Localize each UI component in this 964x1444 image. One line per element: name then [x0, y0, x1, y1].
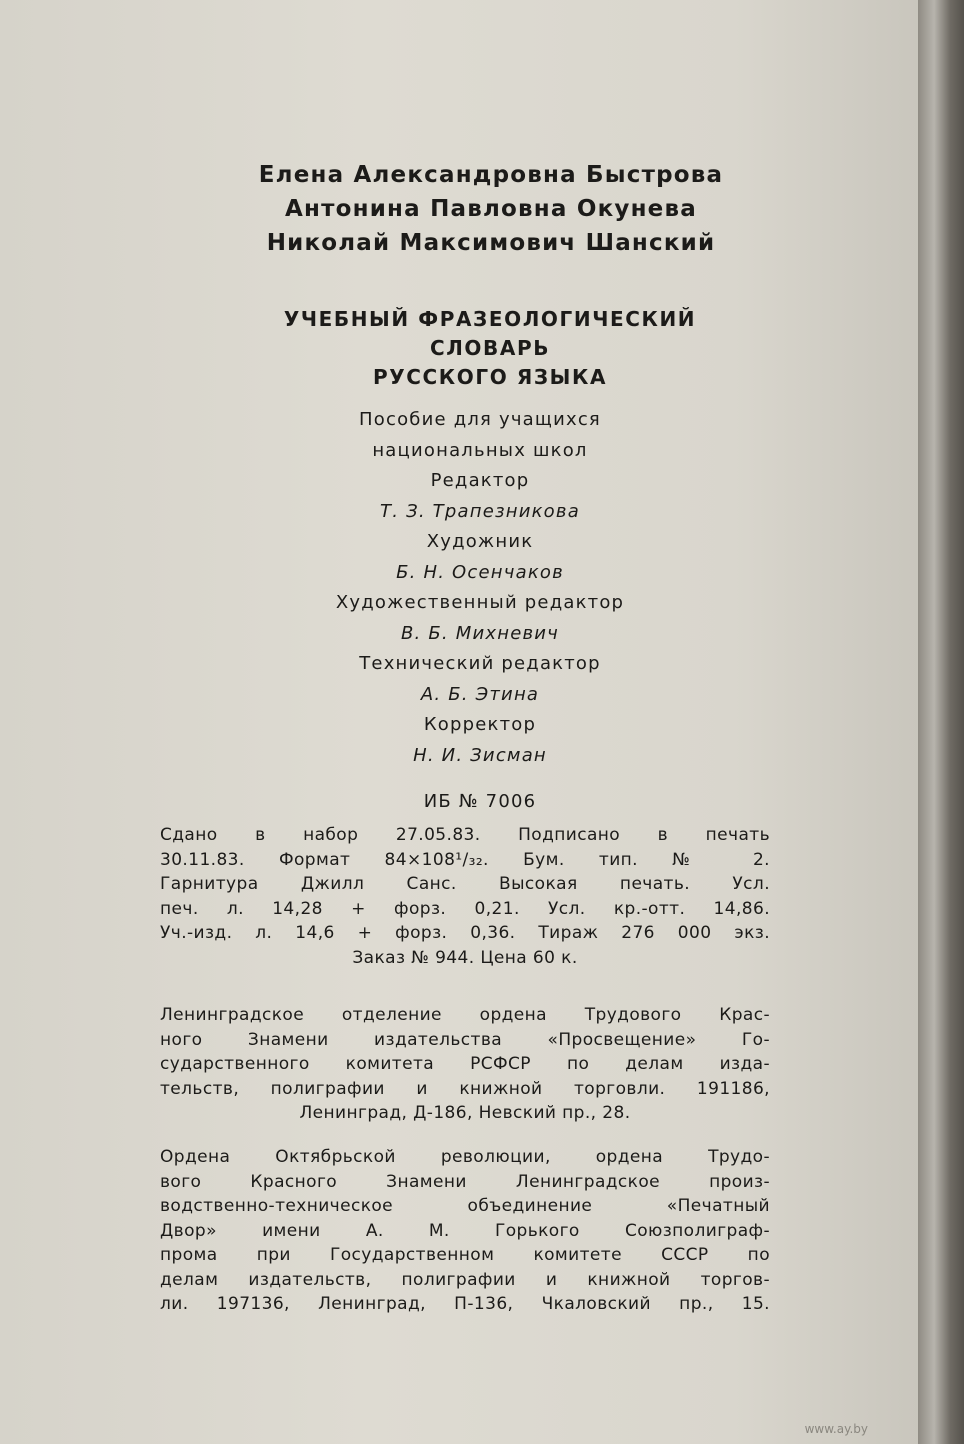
proofreader-role: Корректор — [423, 714, 537, 735]
printer-line: Ордена Октябрьской революции, ордена Трудо- — [160, 1147, 770, 1167]
title-line: УЧЕБНЫЙ ФРАЗЕОЛОГИЧЕСКИЙ — [283, 307, 697, 331]
publisher-line: тельств, полиграфии и книжной торговли. 191186, — [160, 1078, 770, 1099]
editor-name: Т. З. Трапезникова — [380, 500, 580, 522]
publisher-block — [160, 1003, 770, 1126]
title-line: СЛОВАРЬ — [429, 336, 551, 360]
printer-line: водственно-техническое объединение «Печатный — [160, 1196, 770, 1216]
author-name: Елена Александровна Быстрова — [258, 162, 724, 188]
author-name: Антонина Павловна Окунева — [285, 196, 697, 222]
printer-line: Двор» имени А. М. Горького Союзполиграф- — [160, 1220, 770, 1241]
print-info-line: Заказ № 944. Цена 60 к. — [352, 947, 578, 968]
editor-role: Редактор — [430, 470, 530, 491]
printer-line: вого Красного Знамени Ленинградское произ- — [160, 1171, 770, 1192]
tech-editor-name: А. Б. Этина — [420, 683, 540, 705]
print-info-line: Сдано в набор 27.05.83. Подписано в печать — [160, 825, 770, 845]
art-editor-role: Художественный редактор — [335, 592, 625, 613]
printer-line: прома при Государственном комитете СССР по — [160, 1245, 770, 1265]
publisher-line: ного Знамени издательства «Просвещение» Го- — [160, 1029, 770, 1050]
credits-block — [330, 405, 630, 771]
subtitle-line: Пособие для учащихся — [359, 409, 601, 430]
publisher-line: сударственного комитета РСФСР по делам изда- — [160, 1054, 770, 1074]
print-info-block — [160, 823, 770, 970]
printer-line: делам издательств, полиграфии и книжной торгов- — [160, 1269, 770, 1290]
artist-name: Б. Н. Осенчаков — [396, 561, 564, 583]
artist-role: Художник — [426, 531, 534, 552]
printer-line: ли. 197136, Ленинград, П-136, Чкаловский пр., 15. — [160, 1294, 770, 1314]
print-info-line: Уч.-изд. л. 14,6 + форз. 0,36. Тираж 276 000 экз. — [160, 923, 770, 943]
book-spine — [918, 0, 964, 1444]
printer-block — [160, 1145, 770, 1317]
authors-block — [226, 158, 756, 260]
publisher-line: Ленинградское отделение ордена Трудового Крас- — [160, 1005, 770, 1025]
print-info-line: печ. л. 14,28 + форз. 0,21. Усл. кр.-отт. 14,86. — [160, 898, 770, 919]
print-info-line: 30.11.83. Формат 84×108¹/₃₂. Бум. тип. № 2. — [160, 849, 770, 870]
subtitle-line: национальных школ — [372, 439, 588, 461]
print-info-line: Гарнитура Джилл Санс. Высокая печать. Усл. — [160, 874, 770, 894]
book-title — [245, 305, 735, 392]
ib-number: ИБ № 7006 — [423, 791, 537, 812]
art-editor-name: В. Б. Михневич — [400, 622, 560, 644]
title-line: РУССКОГО ЯЗЫКА — [372, 365, 608, 389]
watermark: www.ay.by — [804, 1422, 868, 1436]
tech-editor-role: Технический редактор — [359, 653, 601, 674]
publisher-line: Ленинград, Д-186, Невский пр., 28. — [299, 1103, 631, 1123]
author-name: Николай Максимович Шанский — [266, 230, 716, 256]
proofreader-name: Н. И. Зисман — [413, 744, 547, 766]
